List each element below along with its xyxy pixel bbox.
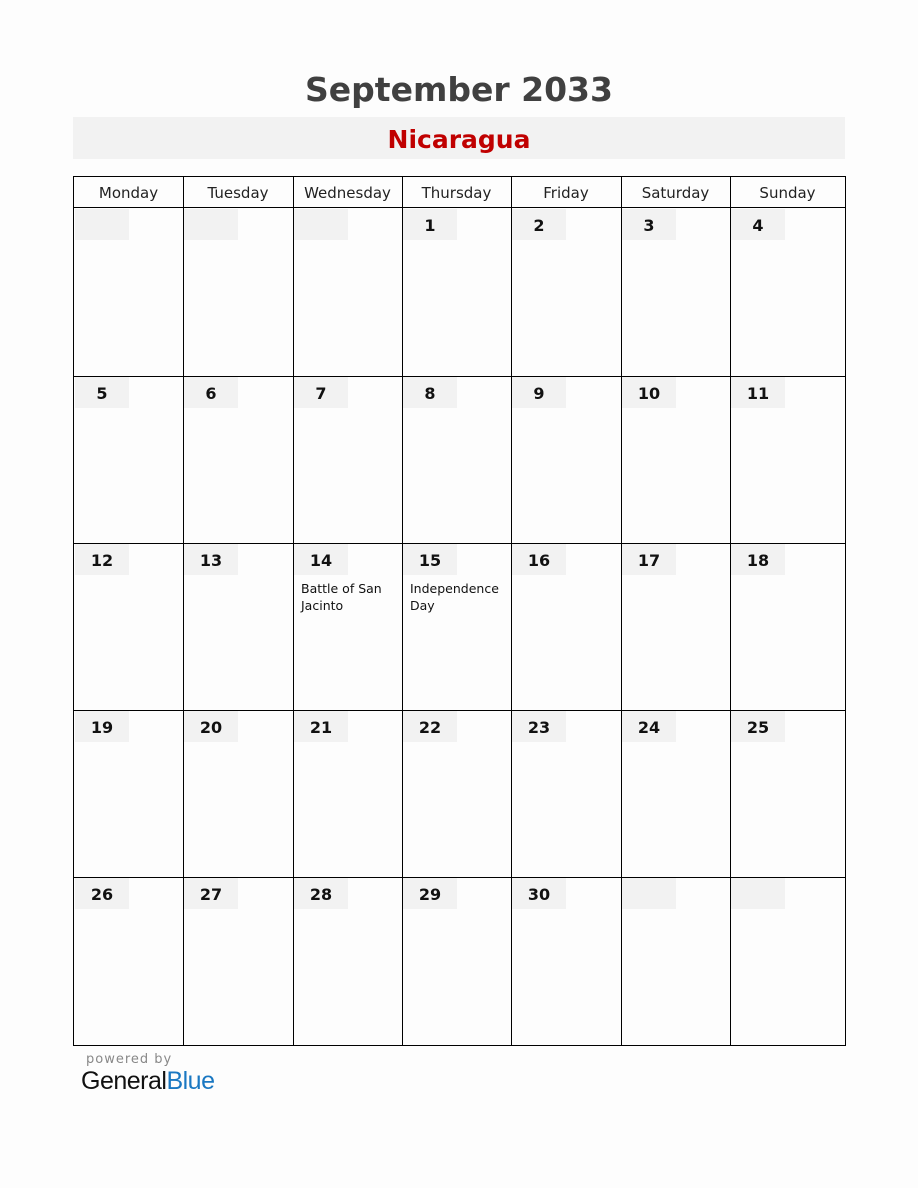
calendar-grid [73, 176, 846, 1046]
day-cell[interactable] [183, 376, 293, 543]
day-number: 7 [294, 377, 348, 408]
day-number: 3 [622, 209, 676, 240]
day-number [184, 209, 238, 240]
holiday-label: Battle of San Jacinto [301, 581, 382, 613]
day-cell[interactable] [621, 877, 730, 1045]
day-number: 2 [512, 209, 566, 240]
powered-by-label: powered by [86, 1052, 173, 1067]
day-cell[interactable] [293, 208, 402, 376]
day-cell[interactable] [293, 710, 402, 877]
day-number: 4 [731, 209, 785, 240]
day-cell[interactable] [730, 710, 845, 877]
column-divider [183, 177, 184, 1045]
weekday-header: Wednesday [293, 177, 402, 208]
row-divider [74, 543, 845, 544]
day-number [294, 209, 348, 240]
column-divider [402, 177, 403, 1045]
logo-general: General [81, 1067, 167, 1095]
day-cell[interactable] [74, 710, 183, 877]
day-number: 11 [731, 377, 785, 408]
country-banner [73, 117, 845, 159]
day-number: 25 [731, 711, 785, 742]
country-name: Nicaragua [387, 125, 531, 154]
day-number: 21 [294, 711, 348, 742]
day-cell[interactable] [183, 543, 293, 710]
day-number [731, 878, 785, 909]
day-number: 8 [403, 377, 457, 408]
page-title: September 2033 [305, 70, 613, 109]
generalblue-logo [81, 1067, 215, 1096]
day-cell[interactable] [74, 543, 183, 710]
day-cell[interactable] [183, 208, 293, 376]
day-number [622, 878, 676, 909]
day-number: 5 [75, 377, 129, 408]
day-cell[interactable] [511, 208, 621, 376]
column-divider [621, 177, 622, 1045]
row-divider [74, 710, 845, 711]
day-cell[interactable] [293, 376, 402, 543]
day-number: 28 [294, 878, 348, 909]
weekday-header: Monday [74, 177, 183, 208]
day-cell[interactable] [293, 877, 402, 1045]
day-cell[interactable] [183, 710, 293, 877]
day-number: 24 [622, 711, 676, 742]
row-divider [74, 376, 845, 377]
day-number: 29 [403, 878, 457, 909]
day-cell[interactable] [402, 543, 511, 710]
row-divider [74, 877, 845, 878]
day-number: 6 [184, 377, 238, 408]
weekday-header: Tuesday [183, 177, 293, 208]
weekday-header: Sunday [730, 177, 845, 208]
day-cell[interactable] [621, 208, 730, 376]
weekday-header: Friday [511, 177, 621, 208]
column-divider [730, 177, 731, 1045]
day-cell[interactable] [511, 376, 621, 543]
day-cell[interactable] [621, 376, 730, 543]
day-cell[interactable] [730, 208, 845, 376]
day-number: 9 [512, 377, 566, 408]
day-cell[interactable] [730, 376, 845, 543]
day-cell[interactable] [74, 877, 183, 1045]
day-number: 30 [512, 878, 566, 909]
column-divider [511, 177, 512, 1045]
day-cell[interactable] [402, 208, 511, 376]
logo-blue: Blue [166, 1067, 215, 1095]
day-number: 19 [75, 711, 129, 742]
day-number: 26 [75, 878, 129, 909]
day-number: 13 [184, 544, 238, 575]
day-cell[interactable] [621, 543, 730, 710]
day-cell[interactable] [511, 710, 621, 877]
column-divider [293, 177, 294, 1045]
day-number: 10 [622, 377, 676, 408]
day-cell[interactable] [74, 208, 183, 376]
day-number: 14 [294, 544, 348, 575]
day-number: 18 [731, 544, 785, 575]
day-number: 1 [403, 209, 457, 240]
weekday-header: Thursday [402, 177, 511, 208]
day-cell[interactable] [730, 543, 845, 710]
day-number: 17 [622, 544, 676, 575]
day-cell[interactable] [511, 543, 621, 710]
day-number: 16 [512, 544, 566, 575]
day-cell[interactable] [74, 376, 183, 543]
day-cell[interactable] [621, 710, 730, 877]
day-number: 22 [403, 711, 457, 742]
day-number [75, 209, 129, 240]
day-number: 27 [184, 878, 238, 909]
day-cell[interactable] [730, 877, 845, 1045]
day-number: 12 [75, 544, 129, 575]
day-cell[interactable] [183, 877, 293, 1045]
weekday-header: Saturday [621, 177, 730, 208]
day-number: 15 [403, 544, 457, 575]
day-number: 23 [512, 711, 566, 742]
day-cell[interactable] [402, 710, 511, 877]
day-cell[interactable] [511, 877, 621, 1045]
day-cell[interactable] [402, 877, 511, 1045]
day-cell[interactable] [402, 376, 511, 543]
day-cell[interactable] [293, 543, 402, 710]
holiday-label: Independence Day [410, 581, 499, 613]
day-number: 20 [184, 711, 238, 742]
